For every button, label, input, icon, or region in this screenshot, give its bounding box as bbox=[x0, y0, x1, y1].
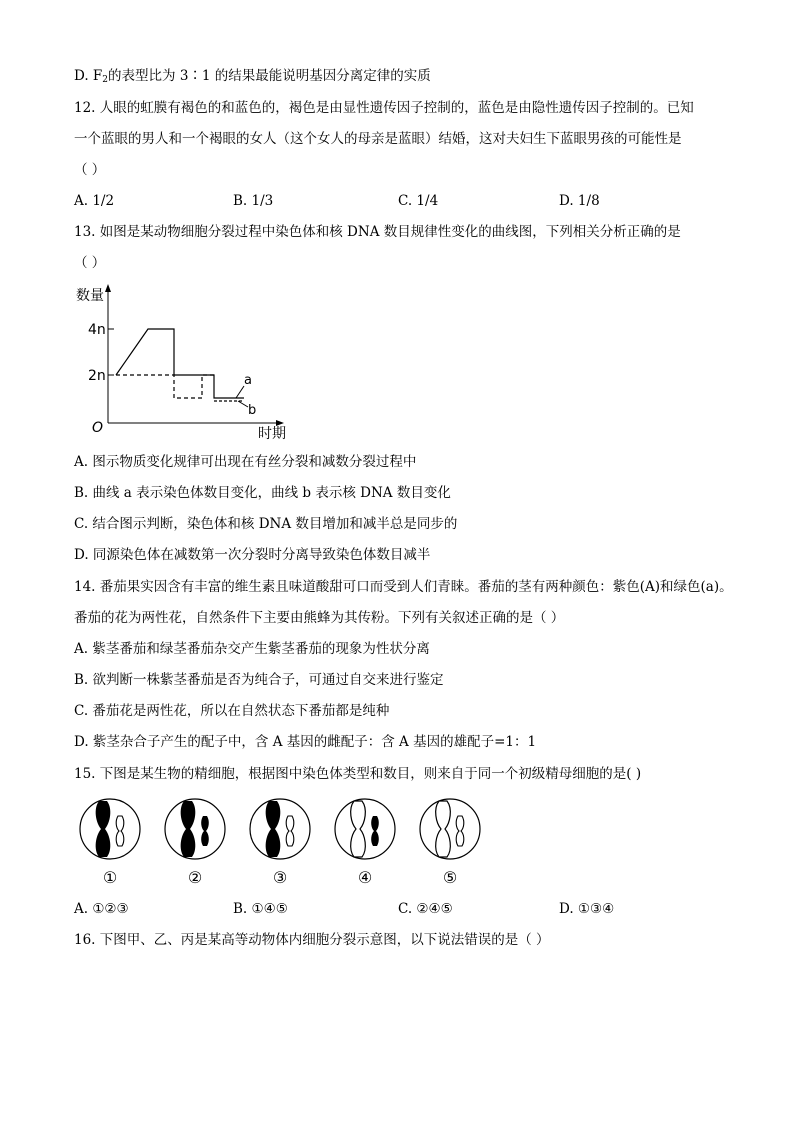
label-b-leader bbox=[238, 401, 248, 407]
cell-3 bbox=[250, 799, 310, 859]
q14-stem-line1: 14. 番茄果实因含有丰富的维生素且味道酸甜可口而受到人们青睐。番茄的茎有两种颜色：紫色(A)和绿色(a)。 bbox=[74, 579, 733, 595]
q12-option-c: C. 1/4 bbox=[398, 193, 439, 209]
cell-4 bbox=[335, 799, 395, 859]
x-axis-label: 时期 bbox=[258, 426, 286, 442]
q12-option-d: D. 1/8 bbox=[559, 193, 600, 209]
curve-b-label: b bbox=[248, 403, 257, 418]
q12-stem-line1: 12. 人眼的虹膜有褐色的和蓝色的，褐色是由显性遗传因子控制的，蓝色是由隐性遗传因子控制的。已知 bbox=[74, 100, 694, 116]
q15-option-a: A. ①②③ bbox=[74, 901, 129, 917]
q13-stem-line1: 13. 如图是某动物细胞分裂过程中染色体和核 DNA 数目规律性变化的曲线图，下列相关分析正确的是 bbox=[74, 224, 681, 240]
cell-label-3: ③ bbox=[272, 868, 288, 887]
q13-answer-blank: （ ） bbox=[74, 255, 106, 271]
y-axis-label: 数量 bbox=[76, 288, 104, 304]
cell-5 bbox=[420, 799, 480, 859]
curve-a bbox=[116, 329, 244, 398]
q13-graph bbox=[70, 280, 300, 445]
q14-stem-line2: 番茄的花为两性花，自然条件下主要由熊蜂为其传粉。下列有关叙述正确的是（ ） bbox=[74, 610, 565, 626]
q15-option-b: B. ①④⑤ bbox=[233, 901, 288, 917]
q14-option-d: D. 紫茎杂合子产生的配子中，含 A 基因的雌配子：含 A 基因的雄配子=1：1 bbox=[74, 734, 537, 750]
q14-option-c: C. 番茄花是两性花，所以在自然状态下番茄都是纯种 bbox=[74, 703, 390, 719]
tick-2n-label: 2n bbox=[88, 368, 106, 384]
q12-stem-line2: 一个蓝眼的男人和一个褐眼的女人（这个女人的母亲是蓝眼）结婚，这对夫妇生下蓝眼男孩的可能性是 bbox=[74, 131, 682, 147]
q15-option-c: C. ②④⑤ bbox=[398, 901, 453, 917]
q13-option-a: A. 图示物质变化规律可出现在有丝分裂和减数分裂过程中 bbox=[74, 454, 417, 470]
curve-a-label: a bbox=[244, 373, 252, 388]
q12-answer-blank: （ ） bbox=[74, 162, 106, 178]
label-a-leader bbox=[236, 386, 244, 398]
cell-1 bbox=[80, 799, 140, 859]
q12-option-a: A. 1/2 bbox=[74, 193, 115, 209]
origin-label: O bbox=[92, 420, 104, 436]
q14-option-b: B. 欲判断一株紫茎番茄是否为纯合子，可通过自交来进行鉴定 bbox=[74, 672, 444, 688]
q12-option-b: B. 1/3 bbox=[233, 193, 274, 209]
cell-label-1: ① bbox=[102, 868, 118, 887]
q15-cell-diagrams bbox=[70, 793, 490, 893]
q15-option-d: D. ①③④ bbox=[559, 901, 615, 917]
q16-stem-line1: 16. 下图甲、乙、丙是某高等动物体内细胞分裂示意图，以下说法错误的是（ ） bbox=[74, 932, 550, 948]
q13-option-d: D. 同源染色体在减数第一次分裂时分离导致染色体数目减半 bbox=[74, 547, 431, 563]
cell-label-4: ④ bbox=[357, 868, 373, 887]
q15-stem-line1: 15. 下图是某生物的精细胞，根据图中染色体类型和数目，则来自于同一个初级精母细胞的是( ) bbox=[74, 766, 642, 782]
q13-option-b: B. 曲线 a 表示染色体数目变化，曲线 b 表示核 DNA 数目变化 bbox=[74, 485, 451, 501]
q13-option-c: C. 结合图示判断，染色体和核 DNA 数目增加和减半总是同步的 bbox=[74, 516, 458, 532]
q11-option-d: D. $F_2$的表型比为 3∶1 的结果最能说明基因分离定律的实质 bbox=[74, 68, 431, 85]
cell-2 bbox=[165, 799, 225, 859]
curve-b bbox=[116, 375, 214, 398]
cell-label-2: ② bbox=[187, 868, 203, 887]
q14-option-a: A. 紫茎番茄和绿茎番茄杂交产生紫茎番茄的现象为性状分离 bbox=[74, 641, 430, 657]
cell-label-5: ⑤ bbox=[442, 868, 458, 887]
tick-4n-label: 4n bbox=[88, 322, 106, 338]
y-axis-arrow bbox=[105, 284, 111, 292]
